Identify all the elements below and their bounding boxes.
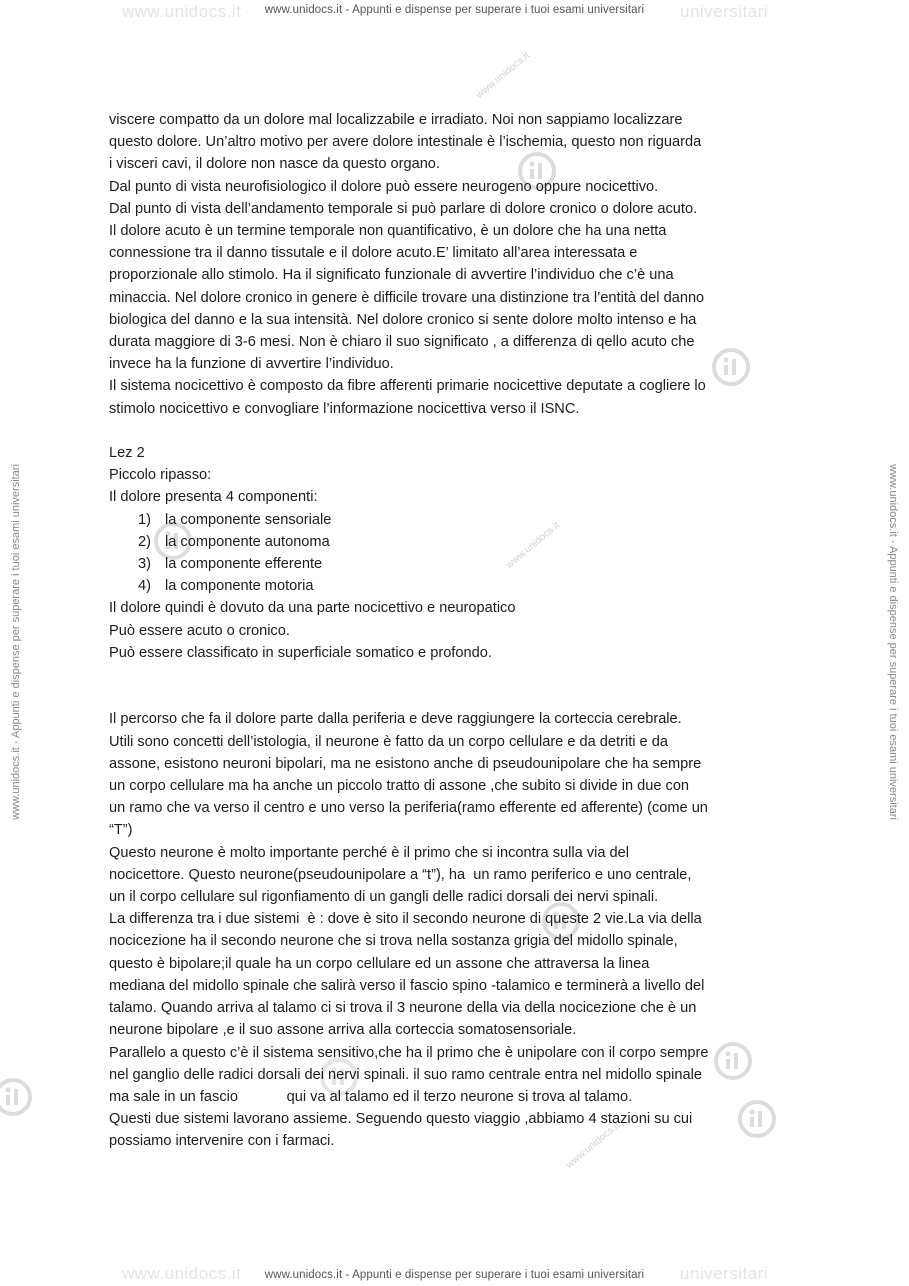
- text-line: Può essere acuto o cronico.: [109, 622, 290, 639]
- text-line: proporzionale allo stimolo. Ha il significato funzionale di avvertire l’individuo che c’è una: [109, 267, 674, 284]
- components-intro: Il dolore presenta 4 componenti:: [109, 489, 318, 506]
- watermark-site-bottom: www.unidocs.it: [122, 1264, 242, 1283]
- list-text: la componente sensoriale: [165, 511, 332, 528]
- text-line: Questi due sistemi lavorano assieme. Seguendo questo viaggio ,abbiamo 4 stazioni su cui: [109, 1111, 693, 1128]
- text-line: neurone bipolare ,e il suo assone arriva alla corteccia somatosensoriale.: [109, 1022, 577, 1039]
- list-item: [109, 531, 809, 553]
- lesson-heading: Lez 2: [109, 445, 145, 462]
- text-line: Il dolore quindi è dovuto da una parte nocicettivo e neuropatico: [109, 600, 516, 617]
- header-banner: www.unidocs.it - Appunti e dispense per superare i tuoi esami universitari: [264, 4, 645, 16]
- watermark-word-top: universitari: [680, 2, 769, 21]
- text-line: un il corpo cellulare sul rigonfiamento di un gangli delle radici dorsali dei nervi spinali.: [109, 889, 659, 906]
- watermark-logo-icon: [0, 1076, 34, 1118]
- text-line: biologica del danno e la sua intensità. Nel dolore cronico si sente dolore molto intenso e ha: [109, 311, 697, 328]
- text-line: possiamo intervenire con i farmaci.: [109, 1133, 335, 1150]
- text-line: questo è bipolare;il quale ha un corpo cellulare ed un assone che attraversa la linea: [109, 955, 650, 972]
- text-line: stimolo nocicettivo e convogliare l’informazione nocicettiva verso il ISNC.: [109, 400, 580, 417]
- recap-heading: Piccolo ripasso:: [109, 467, 212, 484]
- side-banner-left: www.unidocs.it - Appunti e dispense per superare i tuoi esami universitari: [10, 464, 22, 820]
- list-text: la componente efferente: [165, 556, 323, 573]
- text-line: ma sale in un fascio qui va al talamo ed il terzo neurone si trova al talamo.: [109, 1088, 633, 1105]
- side-banner-right: www.unidocs.it - Appunti e dispense per superare i tuoi esami universitari: [887, 464, 899, 820]
- text-line: Dal punto di vista dell’andamento temporale si può parlare di dolore cronico o dolore acuto.: [109, 200, 698, 217]
- components-list: [109, 509, 809, 598]
- list-number: 2): [138, 533, 151, 550]
- text-line: talamo. Quando arriva al talamo ci si trova il 3 neurone della via della nocicezione che è un: [109, 1000, 697, 1017]
- text-line: questo dolore. Un’altro motivo per avere dolore intestinale è l’ischemia, questo non riguarda: [109, 134, 702, 151]
- text-line: La differenza tra i due sistemi è : dove è sito il secondo neurone di queste 2 vie.La via della: [109, 911, 702, 928]
- text-line: un corpo cellulare ma ha anche un piccolo tratto di assone ,che subito si divide in due con: [109, 778, 690, 795]
- text-line: Il dolore acuto è un termine temporale non quantificativo, è un dolore che ha una netta: [109, 223, 667, 240]
- text-line: nocicettore. Questo neurone(pseudounipolare a “t”), ha un ramo periferico e uno centrale,: [109, 866, 692, 883]
- text-line: i visceri cavi, il dolore non nasce da questo organo.: [109, 156, 440, 173]
- text-line: assone, esistono neuroni bipolari, ma ne esistono anche di pseudounipolare che ha sempre: [109, 755, 702, 772]
- text-line: minaccia. Nel dolore cronico in genere è difficile trovare una distinzione tra l’entità del danno: [109, 289, 705, 306]
- watermark-diagonal: www.unidocs.it: [564, 1120, 622, 1171]
- list-number: 3): [138, 556, 151, 573]
- text-line: connessione tra il danno tissutale e il dolore acuto.E’ limitato all’area interessata e: [109, 245, 638, 262]
- paragraph-summary: [109, 597, 809, 664]
- list-number: 1): [138, 511, 151, 528]
- text-line: invece ha la funzione di avvertire l’individuo.: [109, 356, 394, 373]
- text-line: nel ganglio delle radici dorsali dei nervi spinali. il suo ramo centrale entra nel midollo spinale: [109, 1066, 702, 1083]
- text-line: Questo neurone è molto importante perché è il primo che si incontra sulla via del: [109, 844, 629, 861]
- text-line: viscere compatto da un dolore mal localizzabile e irradiato. Noi non sappiamo localizzare: [109, 112, 683, 128]
- watermark-word-bottom: universitari: [680, 1264, 769, 1283]
- text-line: un ramo che va verso il centro e uno verso la periferia(ramo efferente ed afferente) (come un: [109, 800, 708, 817]
- document-body: [109, 109, 809, 1153]
- text-line: Può essere classificato in superficiale somatico e profondo.: [109, 644, 492, 661]
- text-line: Il sistema nocicettivo è composto da fibre afferenti primarie nocicettive deputate a cogliere lo: [109, 378, 706, 395]
- text-line: “T”): [109, 822, 133, 839]
- text-line: nocicezione ha il secondo neurone che si trova nella sostanza grigia del midollo spinale,: [109, 933, 678, 950]
- paragraph-pain-pathway: [109, 708, 809, 1152]
- paragraph-pain-types: [109, 109, 809, 420]
- text-line: Utili sono concetti dell’istologia, il neurone è fatto da un corpo cellulare e da detriti e da: [109, 733, 668, 750]
- text-line: durata maggiore di 3-6 mesi. Non è chiaro il suo significato , a differenza di qello acuto che: [109, 334, 695, 351]
- list-item: [109, 509, 809, 531]
- list-item: [109, 575, 809, 597]
- list-text: la componente autonoma: [165, 533, 330, 550]
- text-line: Il percorso che fa il dolore parte dalla periferia e deve raggiungere la corteccia cerebrale.: [109, 711, 682, 728]
- footer-banner: www.unidocs.it - Appunti e dispense per superare i tuoi esami universitari: [264, 1269, 645, 1281]
- watermark-diagonal: www.unidocs.it: [474, 50, 532, 101]
- list-item: [109, 553, 809, 575]
- watermark-diagonal: www.unidocs.it: [504, 520, 562, 571]
- list-text: la componente motoria: [165, 578, 314, 595]
- text-line: Dal punto di vista neurofisiologico il dolore può essere neurogeno oppure nocicettivo.: [109, 178, 659, 195]
- text-line: mediana del midollo spinale che salirà verso il fascio spino -talamico e terminerà a livello del: [109, 977, 705, 994]
- watermark-site-top: www.unidocs.it: [122, 2, 242, 21]
- text-line: Parallelo a questo c’è il sistema sensitivo,che ha il primo che è unipolare con il corpo sempre: [109, 1044, 709, 1061]
- list-number: 4): [138, 578, 151, 595]
